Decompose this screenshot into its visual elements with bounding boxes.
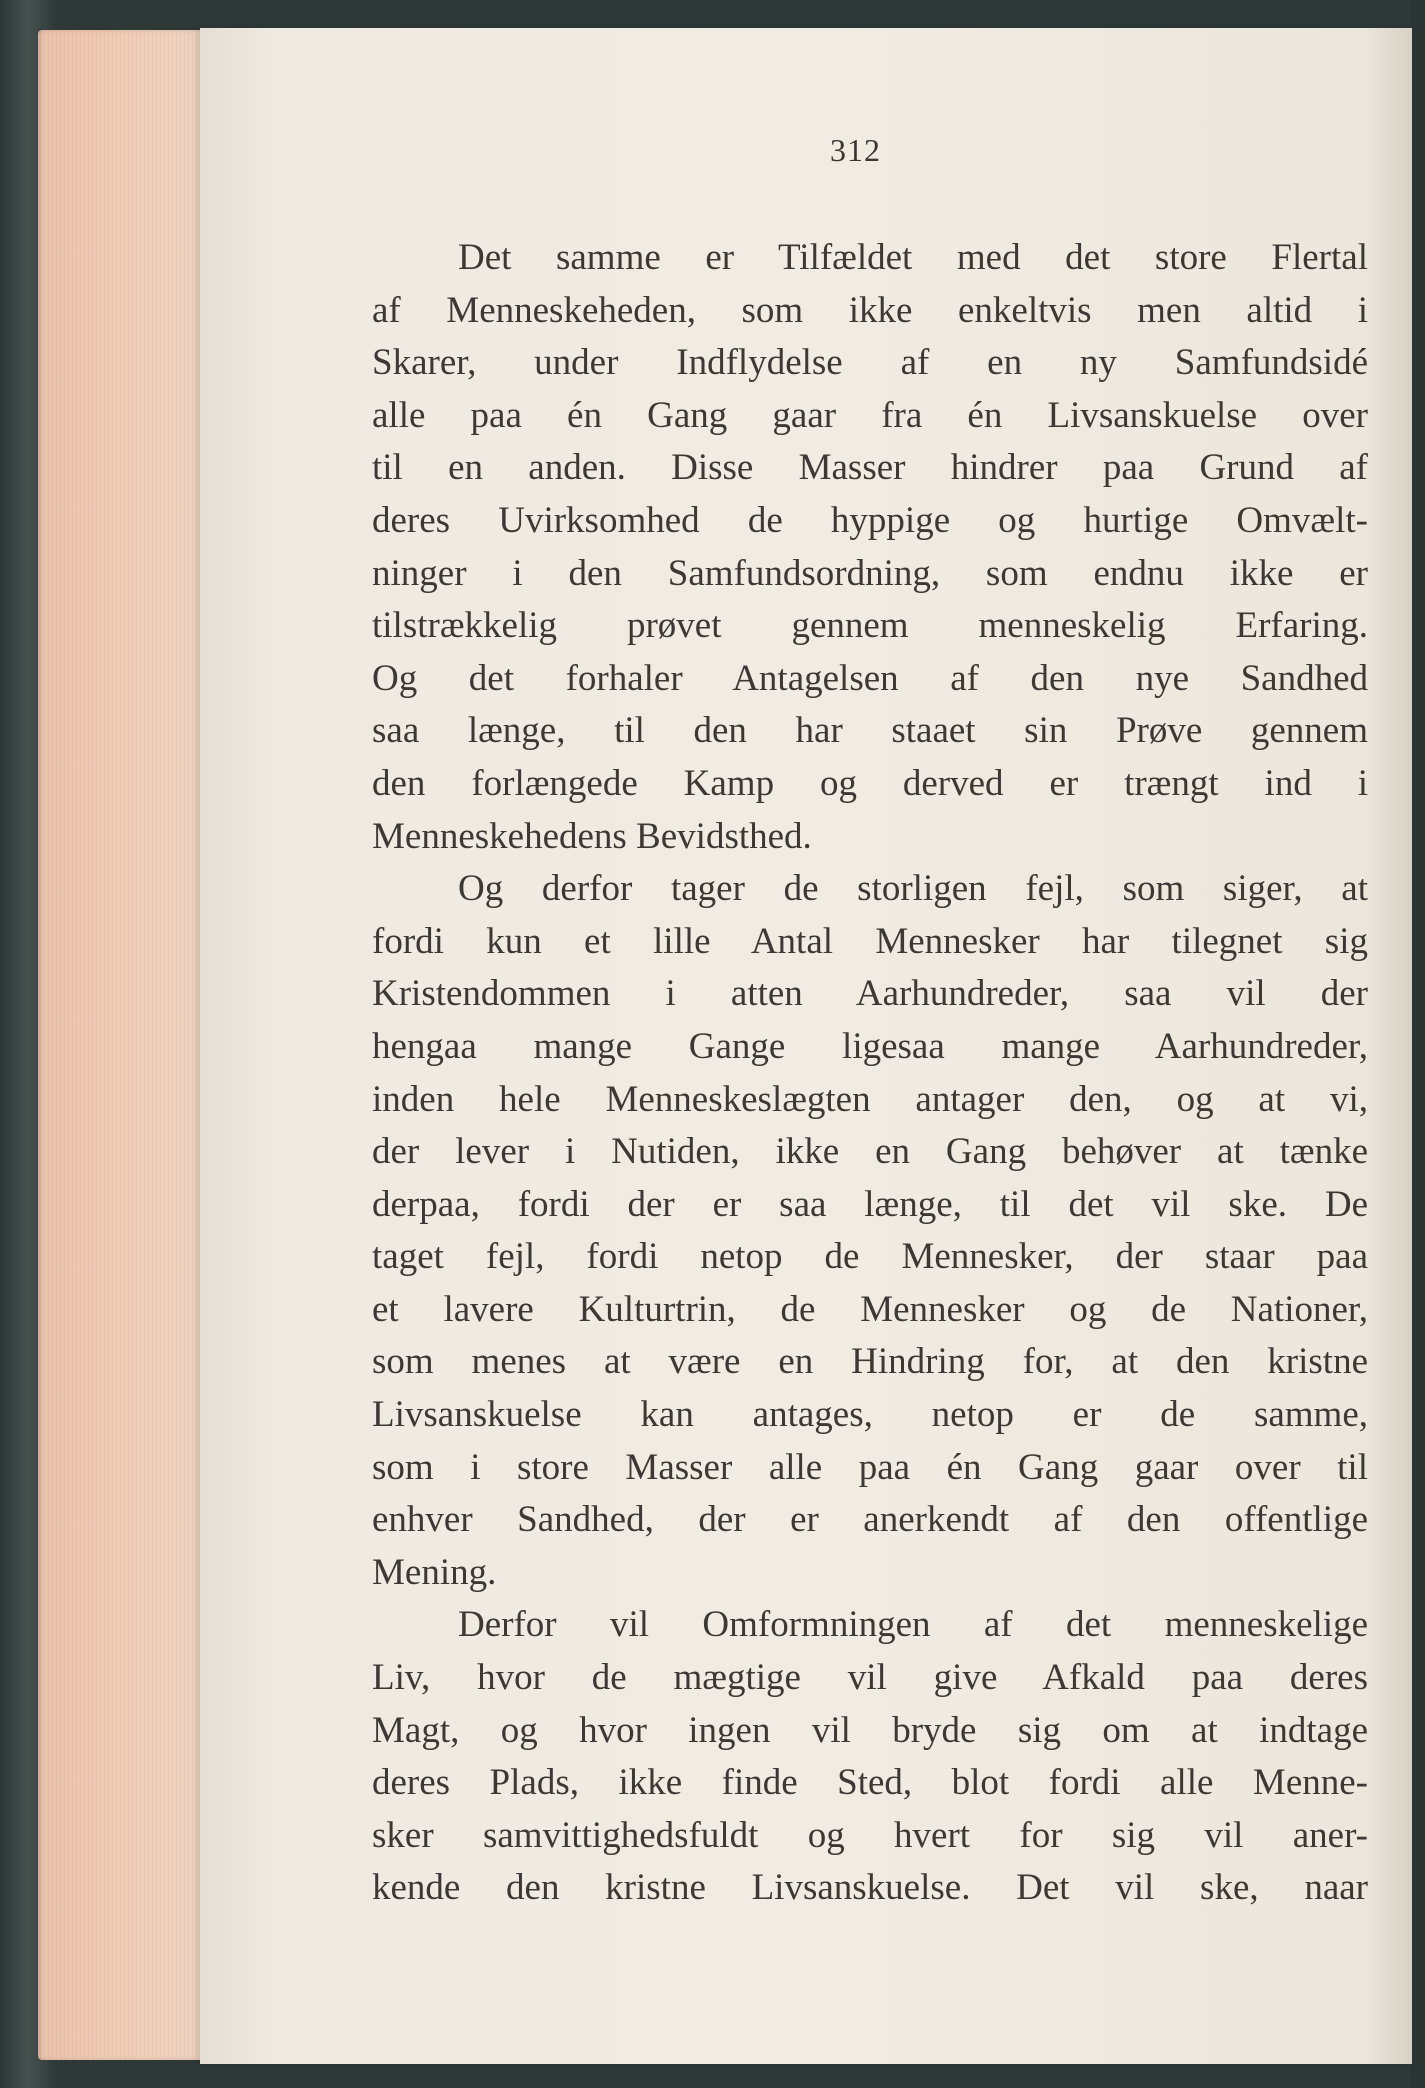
text-line: derpaa, fordi der er saa længe, til det vil ske. De xyxy=(372,1183,1368,1225)
text-line: Menneskehedens Bevidsthed. xyxy=(372,815,812,857)
text-line: Og derfor tager de storligen fejl, som siger, at xyxy=(458,868,1368,910)
text-line: Kristendommen i atten Aarhundreder, saa vil der xyxy=(372,973,1368,1015)
text-line: fordi kun et lille Antal Mennesker har tilegnet sig xyxy=(372,920,1368,962)
text-line: af Menneskeheden, som ikke enkeltvis men altid i xyxy=(372,289,1368,331)
text-line: hengaa mange Gange ligesaa mange Aarhundreder, xyxy=(372,1025,1368,1067)
text-line: Magt, og hvor ingen vil bryde sig om at indtage xyxy=(372,1709,1368,1751)
text-line: som menes at være en Hindring for, at den kristne xyxy=(372,1341,1368,1383)
page-text xyxy=(372,232,1368,1915)
text-line: Det samme er Tilfældet med det store Flertal xyxy=(458,237,1368,278)
text-line: til en anden. Disse Masser hindrer paa Grund af xyxy=(372,447,1368,489)
text-line: Mening. xyxy=(372,1551,497,1593)
text-line: den forlængede Kamp og derved er trængt ind i xyxy=(372,762,1368,804)
text-line: Livsanskuelse kan antages, netop er de samme, xyxy=(372,1394,1368,1436)
text-line: tilstrækkelig prøvet gennem menneskelig Erfaring. xyxy=(372,605,1368,647)
text-line: et lavere Kulturtrin, de Mennesker og de Nationer, xyxy=(372,1288,1368,1330)
text-line: kende den kristne Livsanskuelse. Det vil ske, naar xyxy=(372,1867,1368,1909)
text-line: sker samvittighedsfuldt og hvert for sig vil aner- xyxy=(372,1814,1368,1856)
text-line: enhver Sandhed, der er anerkendt af den offentlige xyxy=(372,1499,1368,1541)
text-line: Liv, hvor de mægtige vil give Afkald paa deres xyxy=(372,1657,1368,1699)
cover-edge-right xyxy=(1411,0,1425,2088)
text-line: Derfor vil Omformningen af det menneskelige xyxy=(458,1604,1368,1646)
text-line: Og det forhaler Antagelsen af den nye Sandhed xyxy=(372,657,1368,699)
text-line: deres Uvirksomhed de hyppige og hurtige Omvælt- xyxy=(372,499,1368,541)
text-line: som i store Masser alle paa én Gang gaar over til xyxy=(372,1446,1368,1488)
text-line: deres Plads, ikke finde Sted, blot fordi alle Menne- xyxy=(372,1762,1368,1804)
text-line: Skarer, under Indflydelse af en ny Samfundsidé xyxy=(372,342,1368,384)
text-line: taget fejl, fordi netop de Mennesker, der staar paa xyxy=(372,1236,1368,1278)
text-line: saa længe, til den har staaet sin Prøve gennem xyxy=(372,710,1368,752)
text-line: inden hele Menneskeslægten antager den, og at vi, xyxy=(372,1078,1368,1120)
page-edges xyxy=(38,30,208,2060)
text-line: alle paa én Gang gaar fra én Livsanskuelse over xyxy=(372,394,1368,436)
text-line: der lever i Nutiden, ikke en Gang behøver at tænke xyxy=(372,1131,1368,1173)
text-line: ninger i den Samfundsordning, som endnu ikke er xyxy=(372,552,1368,594)
page-number: 312 xyxy=(830,132,881,168)
